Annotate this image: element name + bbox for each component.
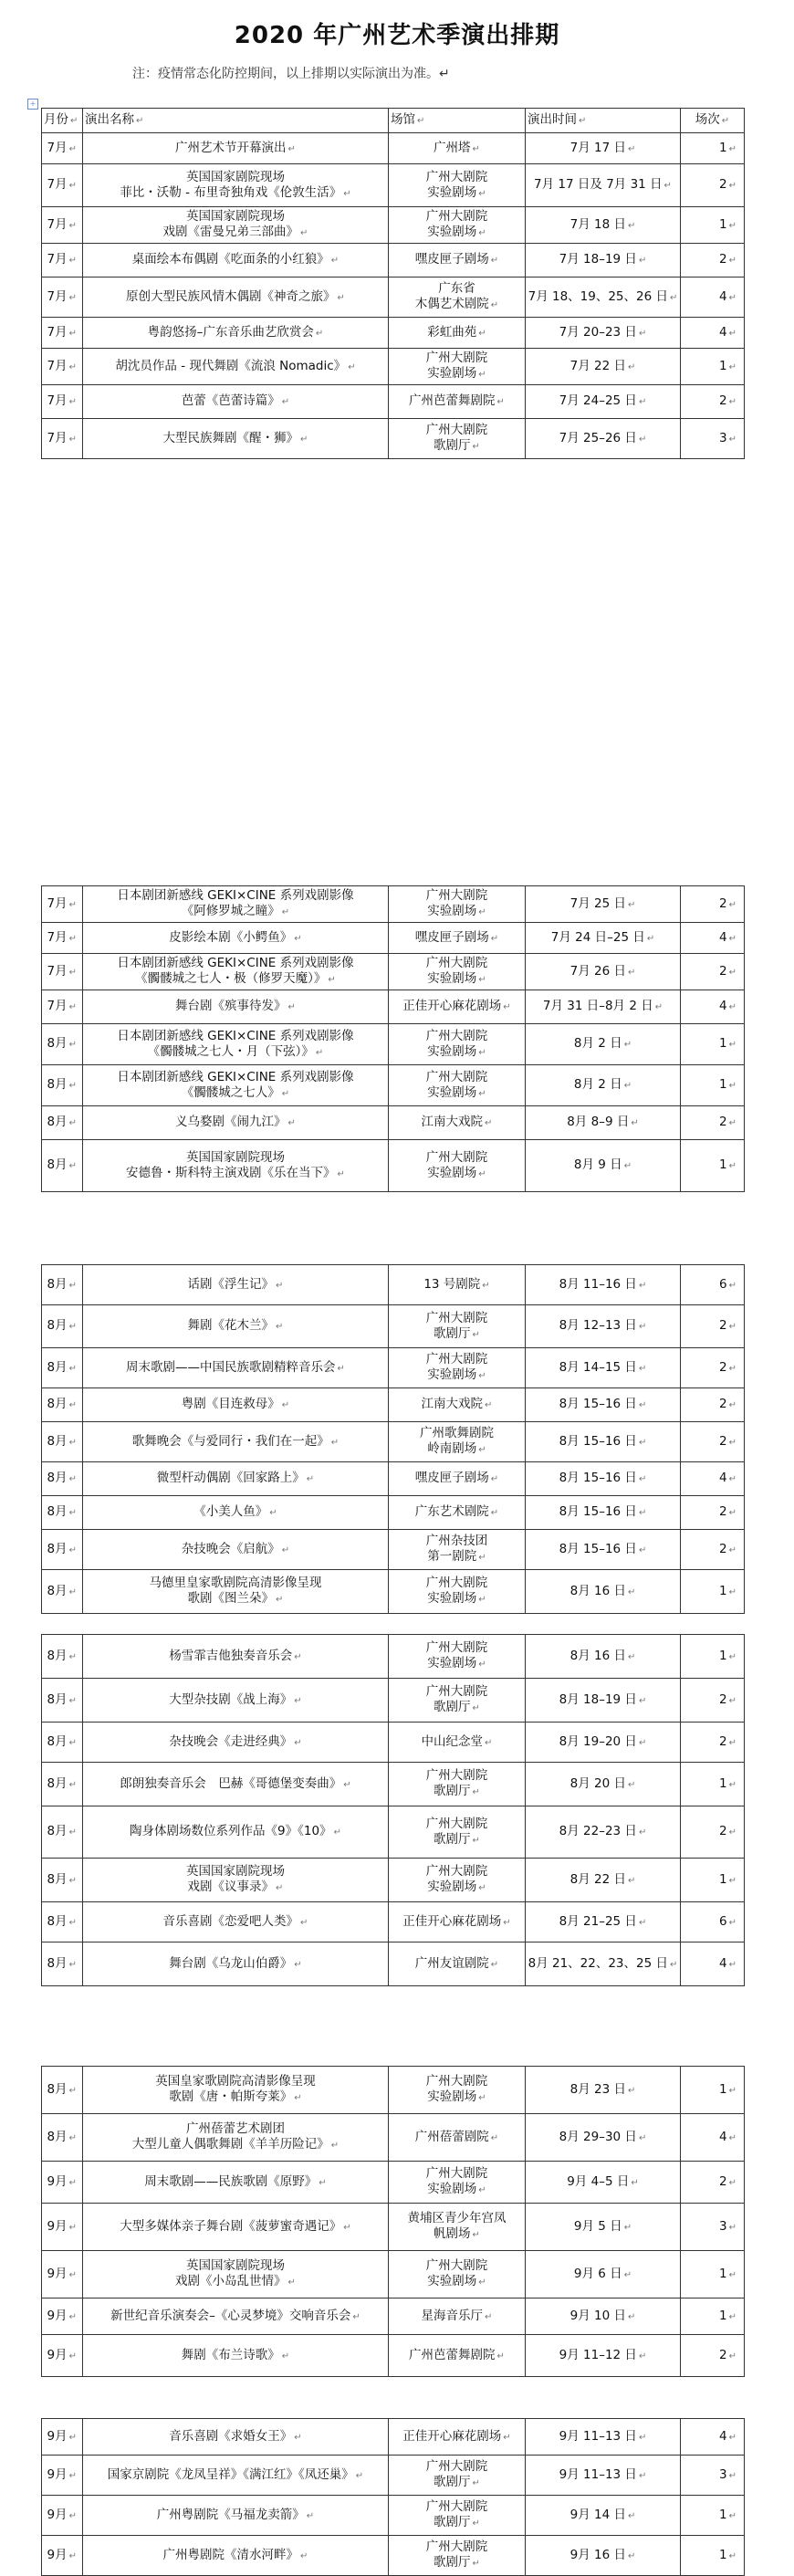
show-count-cell: 1 ↵ <box>681 1763 745 1806</box>
table-row <box>42 2335 745 2377</box>
month-cell: 7月 ↵ <box>42 207 83 244</box>
show-count-cell: 2 ↵ <box>681 1723 745 1763</box>
performance-name-cell: 周末歌剧——民族歌剧《原野》 ↵ <box>83 2162 389 2204</box>
show-time-cell: 8月 15–16 日 ↵ <box>526 1530 681 1570</box>
month-cell: 8月 ↵ <box>42 1679 83 1723</box>
venue-cell: 广州芭蕾舞剧院 ↵ <box>389 385 526 419</box>
show-time-cell: 7月 25 日 ↵ <box>526 886 681 923</box>
show-count-cell: 1 ↵ <box>681 2536 745 2576</box>
table-row <box>42 1859 745 1902</box>
show-time-cell: 8月 29–30 日 ↵ <box>526 2114 681 2162</box>
show-count-cell: 1 ↵ <box>681 349 745 385</box>
venue-cell: 广州大剧院 实验剧场 ↵ <box>389 886 526 923</box>
month-cell: 8月 ↵ <box>42 1140 83 1192</box>
show-count-cell: 3 ↵ <box>681 2204 745 2251</box>
month-cell: 8月 ↵ <box>42 1763 83 1806</box>
show-count-cell: 1 ↵ <box>681 1024 745 1065</box>
show-count-cell: 4 ↵ <box>681 923 745 954</box>
table-row <box>42 1024 745 1065</box>
venue-cell: 江南大戏院 ↵ <box>389 1388 526 1422</box>
venue-cell: 黄埔区青少年宫凤 帆剧场 ↵ <box>389 2204 526 2251</box>
show-count-cell: 2 ↵ <box>681 1679 745 1723</box>
month-cell: 8月 ↵ <box>42 1902 83 1942</box>
show-time-cell: 9月 6 日 ↵ <box>526 2251 681 2299</box>
venue-cell: 广州大剧院 歌剧厅 ↵ <box>389 1763 526 1806</box>
performance-name-cell: 周末歌剧——中国民族歌剧精粹音乐会 ↵ <box>83 1348 389 1388</box>
show-time-cell: 8月 23 日 ↵ <box>526 2067 681 2114</box>
show-time-cell: 8月 15–16 日 ↵ <box>526 1388 681 1422</box>
venue-cell: 正佳开心麻花剧场 ↵ <box>389 1902 526 1942</box>
performance-name-cell: 皮影绘本剧《小鳄鱼》 ↵ <box>83 923 389 954</box>
performance-name-cell: 日本剧团新感线 GEKI×CINE 系列戏剧影像 《髑髅城之七人・月（下弦）》 ↵ <box>83 1024 389 1065</box>
venue-cell: 广州大剧院 实验剧场 ↵ <box>389 954 526 990</box>
venue-cell: 嘿皮匣子剧场 ↵ <box>389 244 526 277</box>
show-count-cell: 2 ↵ <box>681 1496 745 1530</box>
month-cell: 7月 ↵ <box>42 318 83 349</box>
month-cell: 8月 ↵ <box>42 1265 83 1305</box>
month-cell: 9月 ↵ <box>42 2162 83 2204</box>
show-time-cell: 8月 18–19 日 ↵ <box>526 1679 681 1723</box>
performance-name-cell: 广州艺术节开幕演出 ↵ <box>83 133 389 164</box>
month-cell: 9月 ↵ <box>42 2299 83 2335</box>
venue-cell: 广州歌舞剧院 岭南剧场 ↵ <box>389 1422 526 1462</box>
show-count-cell: 1 ↵ <box>681 2067 745 2114</box>
show-time-cell: 9月 16 日 ↵ <box>526 2536 681 2576</box>
performance-name-cell: 粤剧《目连救母》 ↵ <box>83 1388 389 1422</box>
month-cell: 9月 ↵ <box>42 2456 83 2496</box>
table-row <box>42 1806 745 1859</box>
performance-name-cell: 粤韵悠扬–广东音乐曲艺欣赏会 ↵ <box>83 318 389 349</box>
table-row <box>42 207 745 244</box>
show-count-cell: 2 ↵ <box>681 1305 745 1348</box>
show-time-cell: 7月 26 日 ↵ <box>526 954 681 990</box>
month-cell: 8月 ↵ <box>42 1570 83 1614</box>
venue-cell: 广州大剧院 实验剧场 ↵ <box>389 349 526 385</box>
venue-cell: 广州大剧院 歌剧厅 ↵ <box>389 2536 526 2576</box>
show-count-cell: 4 ↵ <box>681 277 745 318</box>
month-cell: 9月 ↵ <box>42 2419 83 2456</box>
table-row <box>42 990 745 1024</box>
venue-cell: 广州大剧院 歌剧厅 ↵ <box>389 1806 526 1859</box>
month-cell: 8月 ↵ <box>42 1806 83 1859</box>
schedule-table-6 <box>41 2418 745 2576</box>
performance-name-cell: 广州粤剧院《马福龙卖箭》 ↵ <box>83 2496 389 2536</box>
show-count-cell: 4 ↵ <box>681 1942 745 1986</box>
performance-name-cell: 英国国家剧院现场 菲比・沃勒 - 布里奇独角戏《伦敦生活》 ↵ <box>83 164 389 207</box>
performance-name-cell: 广州蓓蕾艺术剧团 大型儿童人偶歌舞剧《羊羊历险记》 ↵ <box>83 2114 389 2162</box>
show-time-cell: 9月 11–12 日 ↵ <box>526 2335 681 2377</box>
table-row <box>42 2114 745 2162</box>
table-row <box>42 1496 745 1530</box>
schedule-table-5 <box>41 2066 745 2377</box>
show-time-cell: 7月 31 日–8月 2 日 ↵ <box>526 990 681 1024</box>
month-cell: 8月 ↵ <box>42 2067 83 2114</box>
show-time-cell: 8月 15–16 日 ↵ <box>526 1462 681 1496</box>
month-cell: 8月 ↵ <box>42 1462 83 1496</box>
performance-name-cell: 日本剧团新感线 GEKI×CINE 系列戏剧影像 《阿修罗城之瞳》 ↵ <box>83 886 389 923</box>
show-count-cell: 2 ↵ <box>681 954 745 990</box>
table-row <box>42 277 745 318</box>
column-header: 场次 ↵ <box>681 109 745 133</box>
column-header: 演出名称 ↵ <box>83 109 389 133</box>
performance-name-cell: 英国国家剧院现场 安德鲁・斯科特主演戏剧《乐在当下》 ↵ <box>83 1140 389 1192</box>
show-time-cell: 8月 15–16 日 ↵ <box>526 1422 681 1462</box>
table-row <box>42 349 745 385</box>
show-count-cell: 1 ↵ <box>681 1635 745 1679</box>
venue-cell: 广州大剧院 实验剧场 ↵ <box>389 2162 526 2204</box>
show-count-cell: 2 ↵ <box>681 2162 745 2204</box>
venue-cell: 广州大剧院 实验剧场 ↵ <box>389 1859 526 1902</box>
month-cell: 8月 ↵ <box>42 2114 83 2162</box>
month-cell: 8月 ↵ <box>42 1106 83 1140</box>
venue-cell: 广州大剧院 实验剧场 ↵ <box>389 164 526 207</box>
show-count-cell: 2 ↵ <box>681 1348 745 1388</box>
show-count-cell: 6 ↵ <box>681 1902 745 1942</box>
table-row <box>42 2299 745 2335</box>
month-cell: 7月 ↵ <box>42 244 83 277</box>
venue-cell: 中山纪念堂 ↵ <box>389 1723 526 1763</box>
performance-name-cell: 歌舞晚会《与爱同行・我们在一起》 ↵ <box>83 1422 389 1462</box>
show-count-cell: 4 ↵ <box>681 1462 745 1496</box>
show-time-cell: 8月 14–15 日 ↵ <box>526 1348 681 1388</box>
show-time-cell: 7月 18–19 日 ↵ <box>526 244 681 277</box>
performance-name-cell: 大型民族舞剧《醒・狮》 ↵ <box>83 419 389 459</box>
month-cell: 9月 ↵ <box>42 2204 83 2251</box>
table-row <box>42 164 745 207</box>
show-time-cell: 9月 4–5 日 ↵ <box>526 2162 681 2204</box>
month-cell: 8月 ↵ <box>42 1024 83 1065</box>
performance-name-cell: 大型杂技剧《战上海》 ↵ <box>83 1679 389 1723</box>
venue-cell: 广州蓓蕾剧院 ↵ <box>389 2114 526 2162</box>
table-row <box>42 954 745 990</box>
performance-name-cell: 日本剧团新感线 GEKI×CINE 系列戏剧影像 《髑髅城之七人》 ↵ <box>83 1065 389 1106</box>
venue-cell: 广州大剧院 实验剧场 ↵ <box>389 2251 526 2299</box>
performance-name-cell: 音乐喜剧《恋爱吧人类》 ↵ <box>83 1902 389 1942</box>
show-count-cell: 2 ↵ <box>681 385 745 419</box>
show-count-cell: 2 ↵ <box>681 1422 745 1462</box>
table-row <box>42 886 745 923</box>
month-cell: 8月 ↵ <box>42 1530 83 1570</box>
table-row <box>42 2251 745 2299</box>
performance-name-cell: 杂技晚会《启航》 ↵ <box>83 1530 389 1570</box>
month-cell: 7月 ↵ <box>42 385 83 419</box>
schedule-table-4 <box>41 1634 745 1986</box>
month-cell: 7月 ↵ <box>42 349 83 385</box>
show-time-cell: 8月 8–9 日 ↵ <box>526 1106 681 1140</box>
performance-name-cell: 舞剧《布兰诗歌》 ↵ <box>83 2335 389 2377</box>
venue-cell: 广州大剧院 实验剧场 ↵ <box>389 1024 526 1065</box>
performance-name-cell: 广州粤剧院《清水河畔》 ↵ <box>83 2536 389 2576</box>
show-count-cell: 1 ↵ <box>681 207 745 244</box>
show-time-cell: 8月 11–16 日 ↵ <box>526 1265 681 1305</box>
show-time-cell: 9月 10 日 ↵ <box>526 2299 681 2335</box>
venue-cell: 江南大戏院 ↵ <box>389 1106 526 1140</box>
show-time-cell: 9月 11–13 日 ↵ <box>526 2419 681 2456</box>
performance-name-cell: 英国国家剧院现场 戏剧《议事录》 ↵ <box>83 1859 389 1902</box>
venue-cell: 广州大剧院 歌剧厅 ↵ <box>389 2496 526 2536</box>
table-row <box>42 1065 745 1106</box>
table-row <box>42 1140 745 1192</box>
show-count-cell: 4 ↵ <box>681 990 745 1024</box>
show-count-cell: 2 ↵ <box>681 1388 745 1422</box>
month-cell: 8月 ↵ <box>42 1348 83 1388</box>
show-count-cell: 2 ↵ <box>681 1106 745 1140</box>
month-cell: 8月 ↵ <box>42 1388 83 1422</box>
month-cell: 8月 ↵ <box>42 1635 83 1679</box>
show-count-cell: 3 ↵ <box>681 2456 745 2496</box>
performance-name-cell: 陶身体剧场数位系列作品《9》《10》 ↵ <box>83 1806 389 1859</box>
show-count-cell: 4 ↵ <box>681 2419 745 2456</box>
venue-cell: 嘿皮匣子剧场 ↵ <box>389 923 526 954</box>
show-count-cell: 2 ↵ <box>681 1806 745 1859</box>
venue-cell: 广州友谊剧院 ↵ <box>389 1942 526 1986</box>
month-cell: 7月 ↵ <box>42 886 83 923</box>
performance-name-cell: 国家京剧院《龙凤呈祥》《满江红》《凤还巢》 ↵ <box>83 2456 389 2496</box>
show-count-cell: 2 ↵ <box>681 2335 745 2377</box>
month-cell: 9月 ↵ <box>42 2496 83 2536</box>
performance-name-cell: 大型多媒体亲子舞台剧《菠萝蜜奇遇记》 ↵ <box>83 2204 389 2251</box>
show-time-cell: 8月 20 日 ↵ <box>526 1763 681 1806</box>
venue-cell: 彩虹曲苑 ↵ <box>389 318 526 349</box>
show-count-cell: 2 ↵ <box>681 244 745 277</box>
show-count-cell: 1 ↵ <box>681 1859 745 1902</box>
show-time-cell: 7月 17 日及 7月 31 日 ↵ <box>526 164 681 207</box>
performance-name-cell: 英国国家剧院现场 戏剧《小岛乱世情》 ↵ <box>83 2251 389 2299</box>
venue-cell: 广州大剧院 实验剧场 ↵ <box>389 1570 526 1614</box>
performance-name-cell: 舞剧《花木兰》 ↵ <box>83 1305 389 1348</box>
performance-name-cell: 芭蕾《芭蕾诗篇》 ↵ <box>83 385 389 419</box>
table-row <box>42 1679 745 1723</box>
table-row <box>42 1942 745 1986</box>
table-row <box>42 419 745 459</box>
epidemic-note: 注：疫情常态化防控期间，以上排期以实际演出为准。↵ <box>132 67 450 81</box>
table-header-row <box>42 109 745 133</box>
show-time-cell: 8月 21、22、23、25 日 ↵ <box>526 1942 681 1986</box>
performance-name-cell: 舞台剧《乌龙山伯爵》 ↵ <box>83 1942 389 1986</box>
venue-cell: 广州塔 ↵ <box>389 133 526 164</box>
table-row <box>42 1723 745 1763</box>
show-time-cell: 8月 16 日 ↵ <box>526 1570 681 1614</box>
show-count-cell: 2 ↵ <box>681 886 745 923</box>
venue-cell: 广州大剧院 歌剧厅 ↵ <box>389 419 526 459</box>
table-row <box>42 318 745 349</box>
table-row <box>42 1348 745 1388</box>
month-cell: 9月 ↵ <box>42 2335 83 2377</box>
table-row <box>42 1530 745 1570</box>
show-time-cell: 8月 12–13 日 ↵ <box>526 1305 681 1348</box>
venue-cell: 广州大剧院 实验剧场 ↵ <box>389 1140 526 1192</box>
schedule-table-2 <box>41 885 745 1192</box>
venue-cell: 正佳开心麻花剧场 ↵ <box>389 990 526 1024</box>
table-row <box>42 1763 745 1806</box>
show-count-cell: 1 ↵ <box>681 133 745 164</box>
venue-cell: 13 号剧院 ↵ <box>389 1265 526 1305</box>
month-cell: 8月 ↵ <box>42 1065 83 1106</box>
show-time-cell: 8月 22–23 日 ↵ <box>526 1806 681 1859</box>
month-cell: 8月 ↵ <box>42 1422 83 1462</box>
table-row <box>42 1422 745 1462</box>
show-time-cell: 8月 2 日 ↵ <box>526 1065 681 1106</box>
column-header: 月份 ↵ <box>42 109 83 133</box>
show-time-cell: 7月 20–23 日 ↵ <box>526 318 681 349</box>
month-cell: 9月 ↵ <box>42 2536 83 2576</box>
venue-cell: 广州大剧院 实验剧场 ↵ <box>389 2067 526 2114</box>
table-row <box>42 1388 745 1422</box>
table-row <box>42 244 745 277</box>
table-row <box>42 2419 745 2456</box>
venue-cell: 广东省 木偶艺术剧院 ↵ <box>389 277 526 318</box>
table-row <box>42 923 745 954</box>
show-count-cell: 2 ↵ <box>681 1530 745 1570</box>
table-row <box>42 1462 745 1496</box>
show-count-cell: 2 ↵ <box>681 164 745 207</box>
schedule-table-3 <box>41 1264 745 1614</box>
venue-cell: 广州大剧院 实验剧场 ↵ <box>389 207 526 244</box>
performance-name-cell: 桌面绘本布偶剧《吃面条的小红狼》 ↵ <box>83 244 389 277</box>
month-cell: 8月 ↵ <box>42 1496 83 1530</box>
show-count-cell: 1 ↵ <box>681 2251 745 2299</box>
table-row <box>42 1305 745 1348</box>
performance-name-cell: 英国皇家歌剧院高清影像呈现 歌剧《唐・帕斯夸莱》 ↵ <box>83 2067 389 2114</box>
table-row <box>42 2456 745 2496</box>
venue-cell: 正佳开心麻花剧场 ↵ <box>389 2419 526 2456</box>
month-cell: 7月 ↵ <box>42 277 83 318</box>
performance-name-cell: 微型杆动偶剧《回家路上》 ↵ <box>83 1462 389 1496</box>
venue-cell: 广东艺术剧院 ↵ <box>389 1496 526 1530</box>
month-cell: 7月 ↵ <box>42 954 83 990</box>
table-row <box>42 2496 745 2536</box>
page-title: 2020 年广州艺术季演出排期 <box>234 22 560 49</box>
show-time-cell: 7月 24–25 日 ↵ <box>526 385 681 419</box>
month-cell: 7月 ↵ <box>42 990 83 1024</box>
venue-cell: 星海音乐厅 ↵ <box>389 2299 526 2335</box>
performance-name-cell: 杨雪霏吉他独奏音乐会 ↵ <box>83 1635 389 1679</box>
show-count-cell: 1 ↵ <box>681 1570 745 1614</box>
show-time-cell: 8月 22 日 ↵ <box>526 1859 681 1902</box>
performance-name-cell: 舞台剧《殡事待发》 ↵ <box>83 990 389 1024</box>
show-time-cell: 8月 19–20 日 ↵ <box>526 1723 681 1763</box>
venue-cell: 广州大剧院 实验剧场 ↵ <box>389 1635 526 1679</box>
show-time-cell: 9月 11–13 日 ↵ <box>526 2456 681 2496</box>
performance-name-cell: 话剧《浮生记》 ↵ <box>83 1265 389 1305</box>
performance-name-cell: 新世纪音乐演奏会–《心灵梦境》交响音乐会 ↵ <box>83 2299 389 2335</box>
table-move-handle-icon[interactable]: + <box>27 99 38 110</box>
show-count-cell: 4 ↵ <box>681 2114 745 2162</box>
show-time-cell: 9月 14 日 ↵ <box>526 2496 681 2536</box>
show-time-cell: 8月 2 日 ↵ <box>526 1024 681 1065</box>
venue-cell: 广州芭蕾舞剧院 ↵ <box>389 2335 526 2377</box>
show-time-cell: 7月 24 日–25 日 ↵ <box>526 923 681 954</box>
month-cell: 9月 ↵ <box>42 2251 83 2299</box>
venue-cell: 广州大剧院 歌剧厅 ↵ <box>389 1305 526 1348</box>
show-time-cell: 7月 25–26 日 ↵ <box>526 419 681 459</box>
month-cell: 7月 ↵ <box>42 923 83 954</box>
show-time-cell: 7月 17 日 ↵ <box>526 133 681 164</box>
show-count-cell: 3 ↵ <box>681 419 745 459</box>
table-row <box>42 2204 745 2251</box>
schedule-table-1 <box>41 108 745 459</box>
show-time-cell: 8月 15–16 日 ↵ <box>526 1496 681 1530</box>
table-row <box>42 385 745 419</box>
table-row <box>42 1106 745 1140</box>
show-time-cell: 8月 21–25 日 ↵ <box>526 1902 681 1942</box>
month-cell: 7月 ↵ <box>42 164 83 207</box>
month-cell: 7月 ↵ <box>42 133 83 164</box>
show-count-cell: 6 ↵ <box>681 1265 745 1305</box>
show-time-cell: 8月 9 日 ↵ <box>526 1140 681 1192</box>
performance-name-cell: 胡沈员作品 - 现代舞剧《流浪 Nomadic》 ↵ <box>83 349 389 385</box>
table-row <box>42 1570 745 1614</box>
show-time-cell: 7月 18、19、25、26 日 ↵ <box>526 277 681 318</box>
show-count-cell: 1 ↵ <box>681 1065 745 1106</box>
performance-name-cell: 郎朗独奏音乐会 巴赫《哥德堡变奏曲》 ↵ <box>83 1763 389 1806</box>
performance-name-cell: 原创大型民族风情木偶剧《神奇之旅》 ↵ <box>83 277 389 318</box>
column-header: 演出时间 ↵ <box>526 109 681 133</box>
month-cell: 8月 ↵ <box>42 1305 83 1348</box>
performance-name-cell: 义乌婺剧《闹九江》 ↵ <box>83 1106 389 1140</box>
show-count-cell: 1 ↵ <box>681 2496 745 2536</box>
table-row <box>42 2536 745 2576</box>
venue-cell: 嘿皮匣子剧场 ↵ <box>389 1462 526 1496</box>
venue-cell: 广州大剧院 歌剧厅 ↵ <box>389 2456 526 2496</box>
column-header: 场馆 ↵ <box>389 109 526 133</box>
show-time-cell: 9月 5 日 ↵ <box>526 2204 681 2251</box>
venue-cell: 广州大剧院 歌剧厅 ↵ <box>389 1679 526 1723</box>
performance-name-cell: 杂技晚会《走进经典》 ↵ <box>83 1723 389 1763</box>
month-cell: 8月 ↵ <box>42 1859 83 1902</box>
venue-cell: 广州杂技团 第一剧院 ↵ <box>389 1530 526 1570</box>
show-count-cell: 1 ↵ <box>681 2299 745 2335</box>
table-row <box>42 1902 745 1942</box>
month-cell: 8月 ↵ <box>42 1723 83 1763</box>
show-time-cell: 8月 16 日 ↵ <box>526 1635 681 1679</box>
performance-name-cell: 《小美人鱼》 ↵ <box>83 1496 389 1530</box>
performance-name-cell: 英国国家剧院现场 戏剧《雷曼兄弟三部曲》 ↵ <box>83 207 389 244</box>
table-row <box>42 2067 745 2114</box>
performance-name-cell: 音乐喜剧《求婚女王》 ↵ <box>83 2419 389 2456</box>
table-row <box>42 133 745 164</box>
show-count-cell: 4 ↵ <box>681 318 745 349</box>
table-row <box>42 1635 745 1679</box>
show-count-cell: 1 ↵ <box>681 1140 745 1192</box>
show-time-cell: 7月 18 日 ↵ <box>526 207 681 244</box>
table-row <box>42 1265 745 1305</box>
table-row <box>42 2162 745 2204</box>
venue-cell: 广州大剧院 实验剧场 ↵ <box>389 1065 526 1106</box>
venue-cell: 广州大剧院 实验剧场 ↵ <box>389 1348 526 1388</box>
show-time-cell: 7月 22 日 ↵ <box>526 349 681 385</box>
performance-name-cell: 日本剧团新感线 GEKI×CINE 系列戏剧影像 《髑髅城之七人・极（修罗天魔）》 ↵ <box>83 954 389 990</box>
month-cell: 8月 ↵ <box>42 1942 83 1986</box>
performance-name-cell: 马德里皇家歌剧院高清影像呈现 歌剧《图兰朵》 ↵ <box>83 1570 389 1614</box>
month-cell: 7月 ↵ <box>42 419 83 459</box>
